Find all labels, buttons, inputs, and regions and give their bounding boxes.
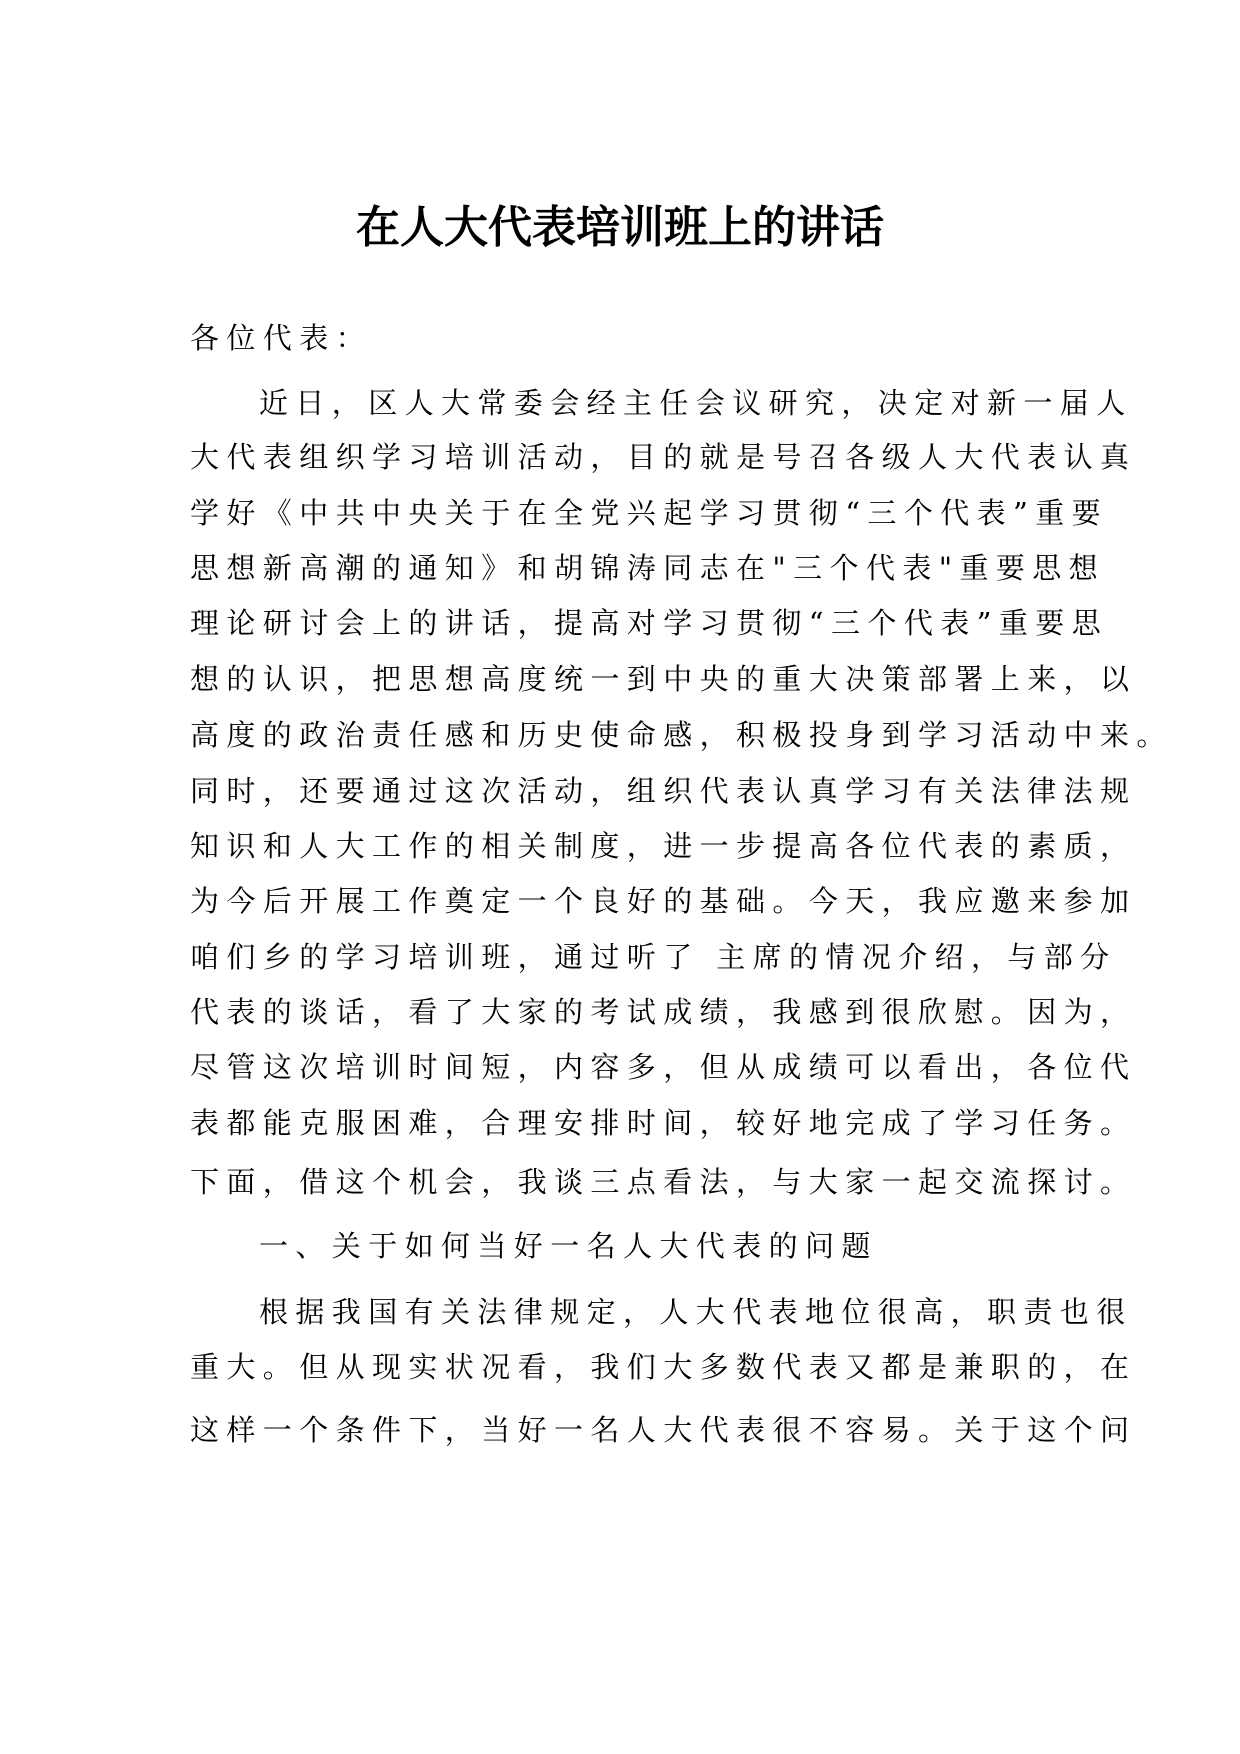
section-heading: 一、关于如何当好一名人大代表的问题 [259,1229,878,1263]
paragraph-line: 近日，区人大常委会经主任会议研究，决定对新一届人 [259,386,1133,420]
salutation: 各位代表： [190,321,373,355]
paragraph-line: 表都能克服困难，合理安排时间，较好地完成了学习任务。 [190,1106,1137,1140]
paragraph-line: 下面，借这个机会，我谈三点看法，与大家一起交流探讨。 [190,1165,1137,1199]
document-title: 在人大代表培训班上的讲话 [356,202,884,253]
paragraph-line: 知识和人大工作的相关制度，进一步提高各位代表的素质， [190,829,1137,863]
paragraph-line: 这样一个条件下，当好一名人大代表很不容易。关于这个问 [190,1413,1137,1447]
paragraph-line: 同时，还要通过这次活动，组织代表认真学习有关法律法规 [190,774,1137,808]
paragraph-line: 尽管这次培训时间短，内容多，但从成绩可以看出，各位代 [190,1050,1137,1084]
paragraph-line: 思想新高潮的通知》和胡锦涛同志在"三个代表"重要思想 [190,551,1106,585]
paragraph-line: 重大。但从现实状况看，我们大多数代表又都是兼职的，在 [190,1350,1137,1384]
paragraph-line: 根据我国有关法律规定，人大代表地位很高，职责也很 [259,1295,1133,1329]
paragraph-line: 学好《中共中央关于在全党兴起学习贯彻“三个代表”重要 [190,496,1109,530]
paragraph-line: 想的认识，把思想高度统一到中央的重大决策部署上来，以 [190,662,1137,696]
paragraph-line: 咱们乡的学习培训班，通过听了 主席的情况介绍，与部分 [190,940,1117,974]
paragraph-line: 大代表组织学习培训活动，目的就是号召各级人大代表认真 [190,440,1137,474]
paragraph-line: 理论研讨会上的讲话，提高对学习贯彻“三个代表”重要思 [190,606,1109,640]
paragraph-line: 高度的政治责任感和历史使命感，积极投身到学习活动中来。 [190,718,1173,752]
paragraph-line: 为今后开展工作奠定一个良好的基础。今天，我应邀来参加 [190,884,1137,918]
paragraph-line: 代表的谈话，看了大家的考试成绩，我感到很欣慰。因为， [190,995,1137,1029]
